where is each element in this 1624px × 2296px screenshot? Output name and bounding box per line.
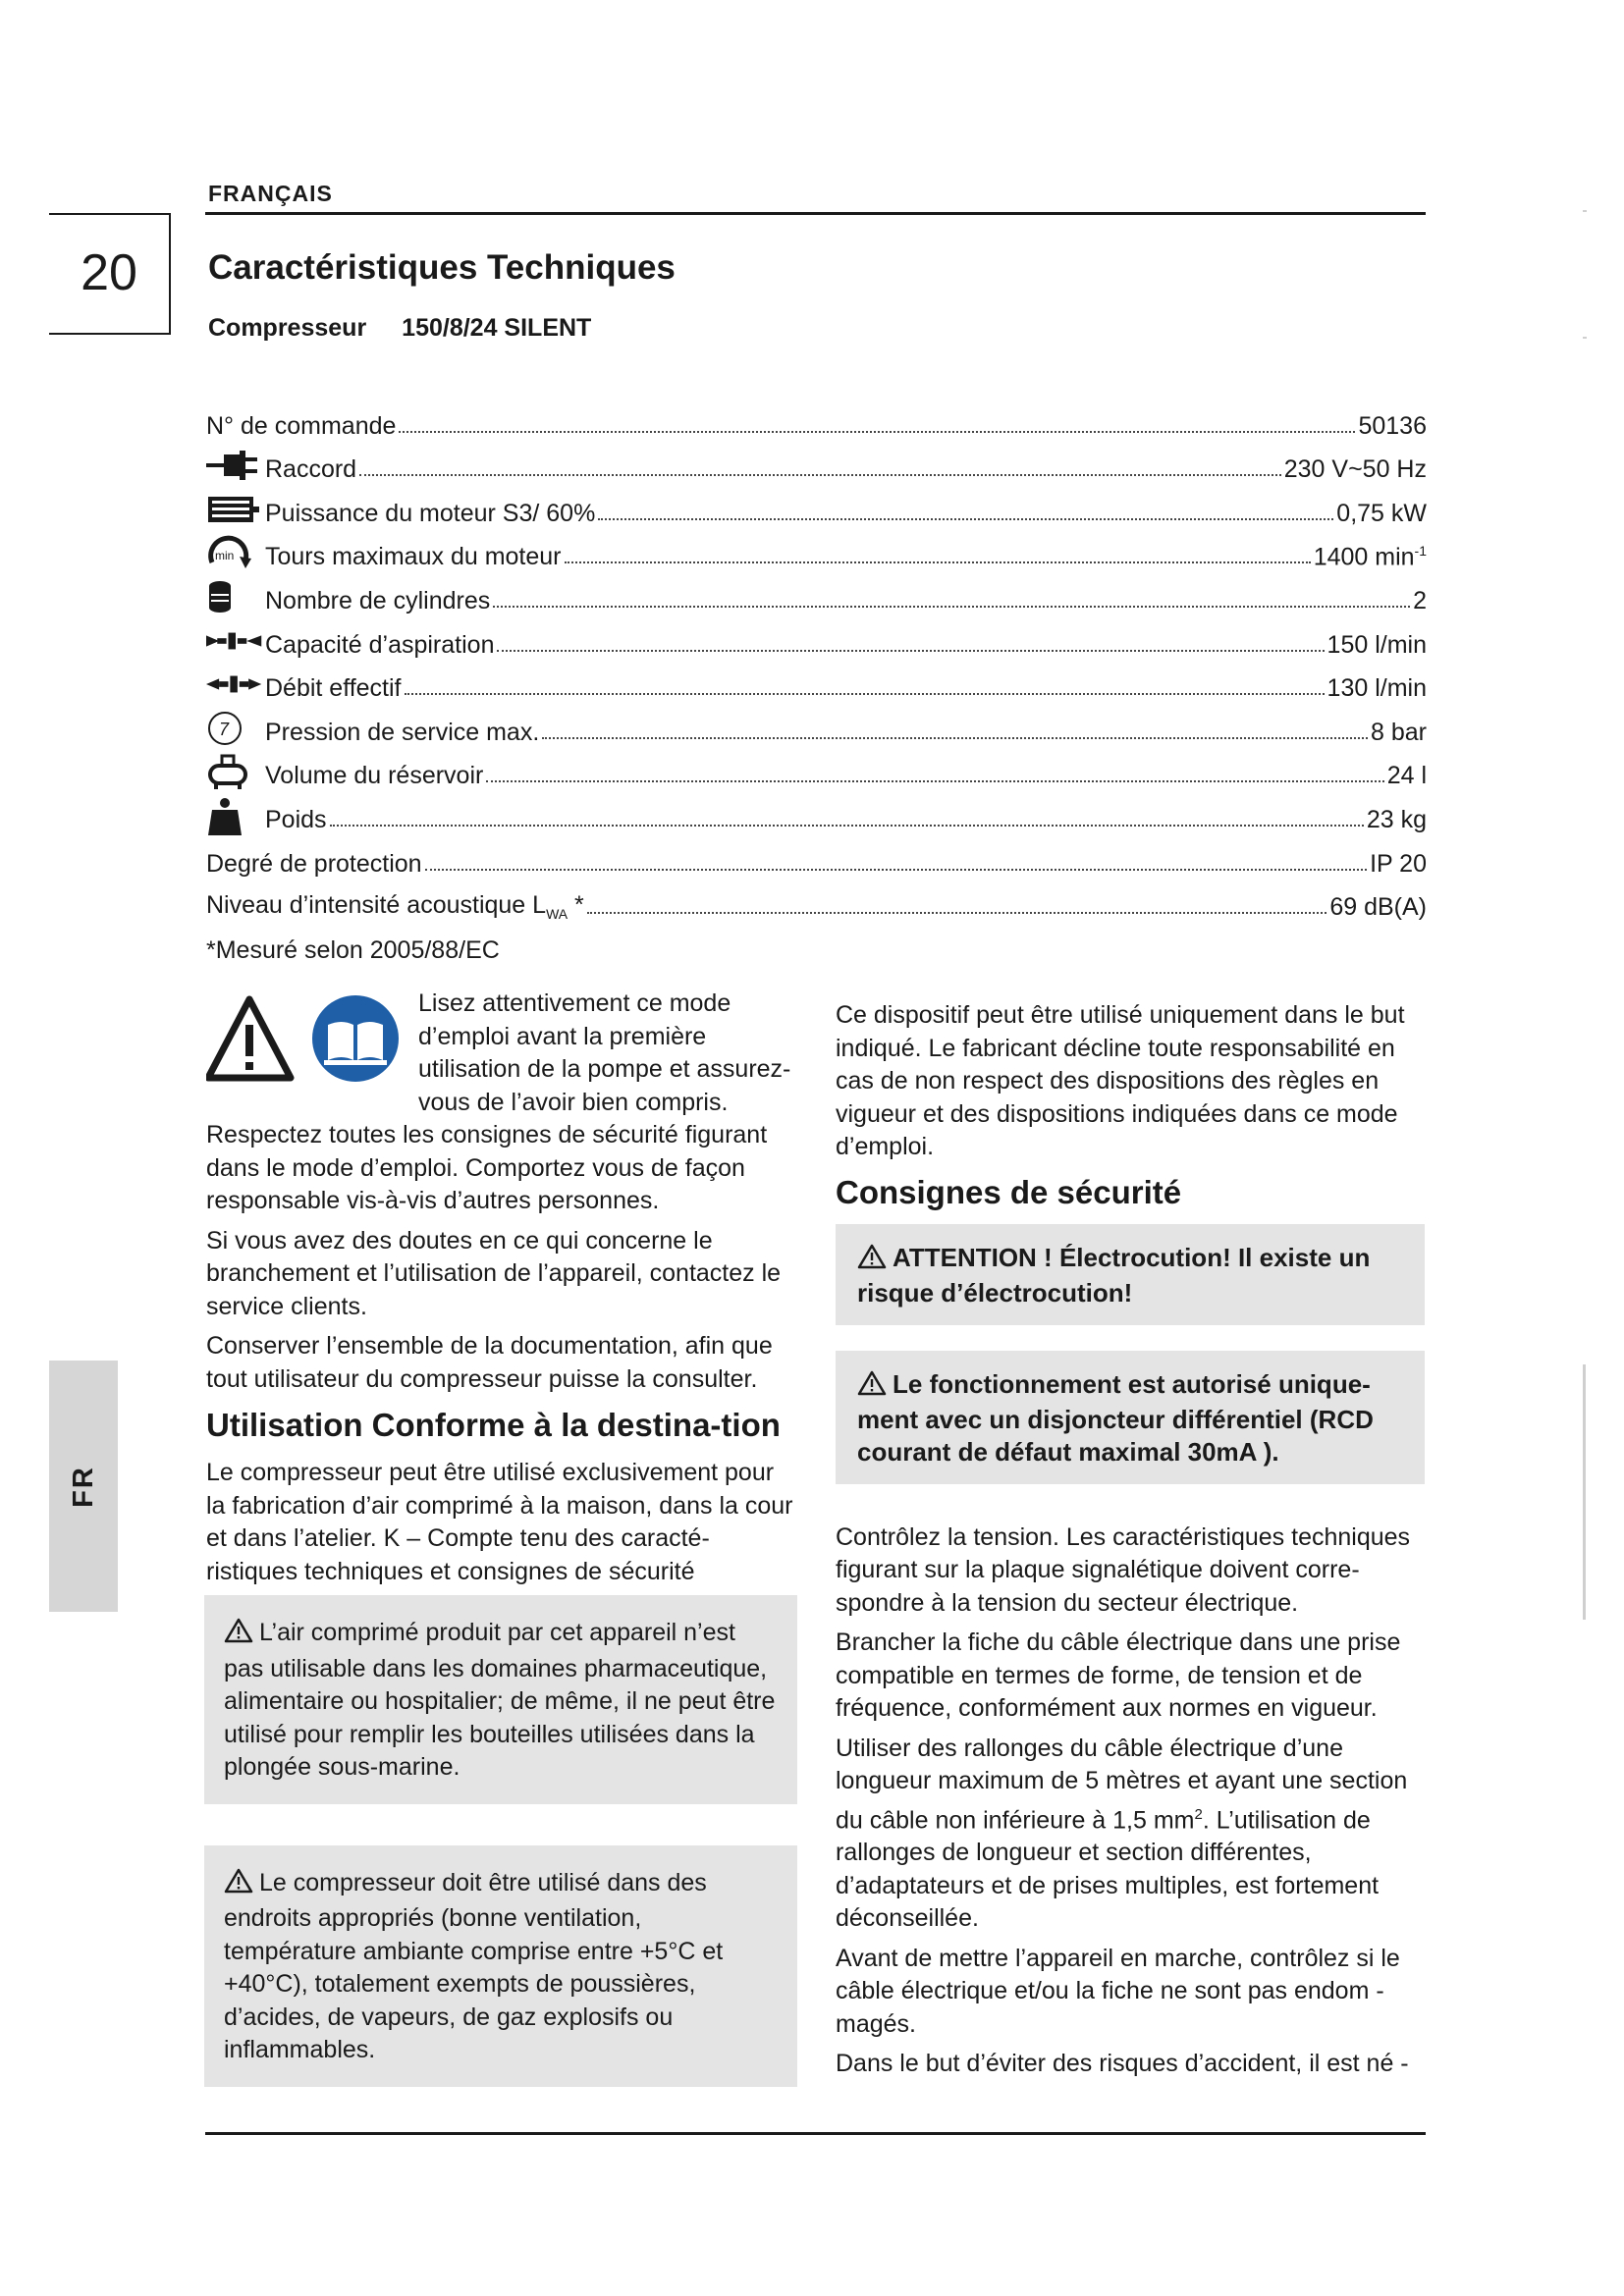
spec-label: Poids [265,805,327,833]
extension-text-a: Utiliser des rallonges du câble électrique d’une longueur maximum de 5 mètres et ayant une section du câble non inférieure à 1,5 mm [836,1734,1408,1834]
spec-label: Débit effectif [265,674,402,703]
spec-label: Volume du réservoir [265,762,484,790]
air-quality-warning-text: L’air comprimé produit par cet appareil n’est pas utilisable dans les domaines pharmaceutique, alimentaire ou hospitalier; de même, il ne peut être utilisé pour remplir les bouteilles utilisées dans la plongée sous-marine. [224,1619,776,1781]
plug-icon [206,447,265,484]
safety-heading: Consignes de sécurité [836,1173,1182,1210]
spec-value: 8 bar [1371,718,1427,746]
leader-dots [565,561,1311,563]
right-column [836,999,1425,2088]
spec-row [206,747,1427,791]
spec-row [206,528,1427,572]
model-line [208,314,591,343]
usage-paragraph: Le compresseur peut être utilisé exclusivement pour la fabrication d’air comprimé à la maison, dans la cour et dans l’atelier. K – Compte tenu des caracté-ristiques techniques et consignes de sécurité [206,1459,793,1585]
spec-label: Degré de protection [206,849,422,878]
spec-row [206,834,1427,879]
spec-value: 24 l [1386,762,1427,790]
spec-value-main: 1400 min [1313,543,1415,571]
intended-use-paragraph: Ce dispositif peut être utilisé uniquement dans le but indiqué. Le fabricant décline toute responsabilité en cas de non respect des dispositions des règles en vigueur et des dispositions indiquées dans ce mode d’emploi. [836,1001,1405,1160]
spec-footnote: *Mesuré selon 2005/88/EC [206,936,500,965]
leader-dots [493,606,1410,608]
spec-label: Tours maximaux du moteur [265,543,562,571]
spec-value: 130 l/min [1326,674,1427,703]
documentation-paragraph: Conserver l’ensemble de la documentation, afin que tout utilisateur du compresseur puisse la consulter. [206,1332,773,1393]
edge-mark [1583,337,1587,339]
spec-value: 69 dB(A) [1329,893,1427,922]
extension-text-b: . L’utilisation de rallonges de longueur et section différentes, d’adaptateurs et de prises multiples, est fortement déconseillée. [836,1805,1380,1933]
spec-row [206,571,1427,615]
edge-mark [1583,210,1587,212]
tank-icon [206,753,265,790]
spec-label: Pression de service max. [265,718,540,746]
environment-warning-box [204,1845,797,2087]
contact-paragraph: Si vous avez des doutes en ce qui concerne le branchement et l’utilisation de l’appareil, contactez le service clients. [206,1226,782,1320]
language-side-tab [49,1361,118,1612]
intro-paragraph: Lisez attentivement ce mode d’emploi avant la première utilisation de la pompe et assurez-vous de l’avoir bien compris. Respectez toutes les consignes de sécurité figurant dans le mode d’emploi. Comportez vous de façon responsable vis-à-vis d’autres personnes. [206,989,791,1214]
spec-label: Capacité d’aspiration [265,630,495,659]
warning-triangle-icon [857,1244,887,1277]
leader-dots [486,780,1383,782]
spec-row [206,441,1427,485]
accident-paragraph: Dans le but d’éviter des risques d’accident, il est né - [836,2050,1409,2078]
spec-row [206,660,1427,704]
leader-dots [587,912,1327,914]
spec-label [206,891,584,922]
model-name: 150/8/24 SILENT [402,314,592,342]
header-rule [205,212,1426,215]
air-quality-warning-box [204,1595,797,1804]
leader-dots [542,737,1368,739]
pressure-gauge-icon [206,710,265,747]
rcd-warning-box [836,1351,1425,1484]
leader-dots [598,518,1333,520]
warning-triangle-icon [857,1370,887,1404]
weight-icon [206,797,265,834]
spec-row [206,879,1427,923]
warning-triangle-icon [224,1868,253,1903]
rcd-warning-text: Le fonctionnement est autorisé unique-ment avec un disjoncteur différentiel (RCD courant de défaut maximal 30mA ). [857,1368,1374,1467]
electrocution-warning-text: ATTENTION ! Électrocution! Il existe un risque d’électrocution! [857,1242,1371,1308]
leader-dots [359,474,1281,476]
voltage-paragraph: Contrôlez la tension. Les caractéristiques techniques figurant sur la plaque signalétique doivent corre-spondre à la tension du secteur électrique. [836,1522,1411,1617]
side-tab-label: FR [67,1465,99,1508]
usage-heading: Utilisation Conforme à la destina-tion [206,1407,781,1443]
plug-paragraph: Brancher la fiche du câble électrique dans une prise compatible en termes de forme, de tension et de fréquence, conformément aux normes en vigueur. [836,1629,1401,1722]
spec-value: 2 [1413,586,1427,614]
spec-value: 150 l/min [1326,630,1427,659]
edge-mark [1583,1364,1586,1620]
rpm-icon [206,534,265,571]
read-manual-icon [312,995,399,1082]
footer-rule [205,2132,1426,2135]
spec-label: Raccord [265,455,357,484]
spec-row [206,484,1427,528]
page-title: Caractéristiques Techniques [208,248,676,287]
page-number: 20 [81,244,137,301]
spec-value [1314,543,1427,571]
leader-dots [405,693,1325,695]
motor-icon [206,491,265,528]
suction-icon [206,622,265,660]
warning-triangle-icon [208,999,291,1078]
flow-icon [206,666,265,703]
spec-value: 230 V~50 Hz [1283,455,1427,484]
spec-label: N° de commande [206,411,397,440]
spec-label-main: Niveau d’intensité acoustique L [206,891,547,920]
spec-table [206,397,1427,965]
spec-label: Nombre de cylindres [265,586,491,614]
extension-cable-paragraph [836,1733,1425,1936]
spec-label: Puissance du moteur S3/ 60% [265,499,596,527]
spec-value: 0,75 kW [1336,499,1427,527]
svg-text:7: 7 [219,719,230,739]
spec-value: IP 20 [1370,849,1427,878]
left-column [206,988,795,2112]
model-label: Compresseur [208,314,367,342]
spec-label-suffix: * [568,891,584,920]
spec-row [206,703,1427,747]
spec-label-subscript: WA [546,906,568,923]
spec-value: 23 kg [1366,805,1427,833]
warning-triangle-icon [224,1618,253,1653]
leader-dots [425,869,1367,871]
cylinder-icon [206,578,265,615]
spec-row [206,397,1427,441]
spec-row [206,790,1427,834]
cable-check-paragraph: Avant de mettre l’appareil en marche, contrôlez si le câble électrique et/ou la fiche ne sont pas endom - magés. [836,1944,1400,2038]
spec-value: 50136 [1358,411,1427,440]
electrocution-warning-box [836,1224,1425,1325]
environment-warning-text: Le compresseur doit être utilisé dans des endroits appropriés (bonne ventilation, température ambiante comprise entre +5°C et +40°C), totalement exempts de poussières, d’acides, de vapeurs, de gaz explosifs ou inflammables. [224,1868,724,2063]
spec-row [206,615,1427,660]
extension-text-superscript: 2 [1194,1805,1203,1823]
leader-dots [399,431,1355,433]
language-header: FRANÇAIS [208,181,333,206]
leader-dots [330,825,1364,827]
spec-value-exponent: -1 [1414,543,1427,560]
svg-text:min: min [215,549,235,563]
warning-icon-group [206,991,410,1101]
leader-dots [497,650,1324,652]
